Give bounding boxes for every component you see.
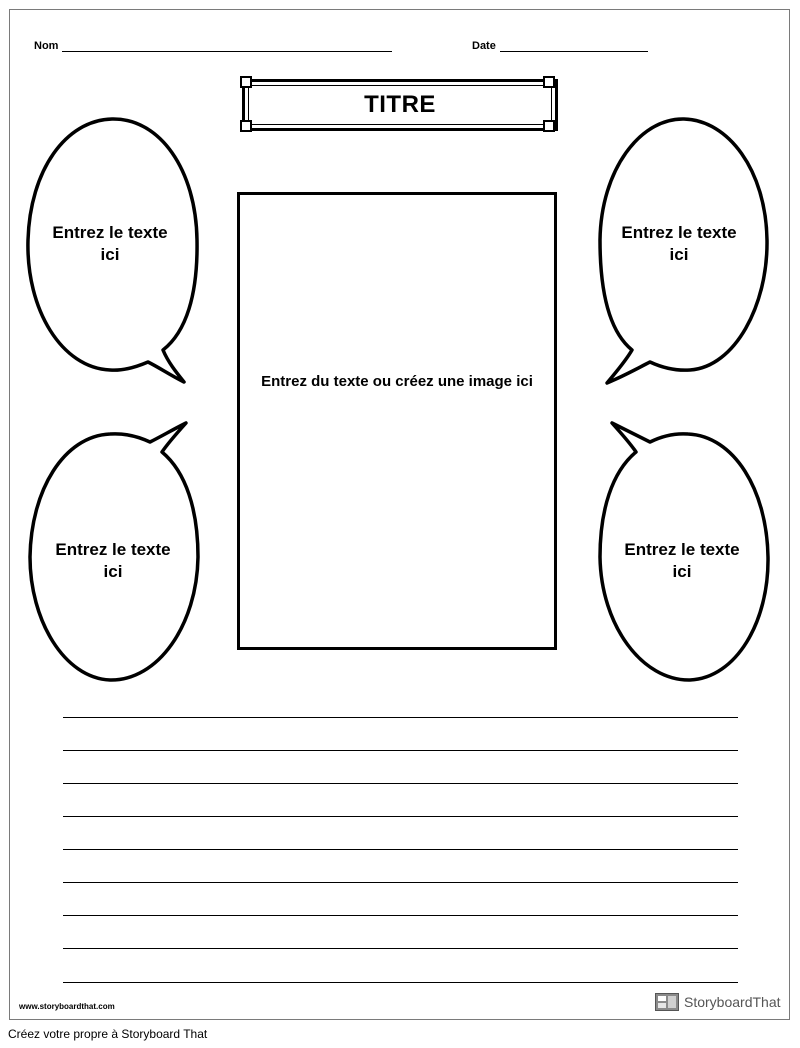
storyboard-logo-icon [655,993,679,1011]
date-label: Date [472,40,496,52]
title-text: TITRE [364,91,436,118]
center-box-text: Entrez du texte ou créez une image ici [261,373,533,390]
bubble-text-bottom-left[interactable]: Entrez le texte ici [55,540,171,581]
name-label: Nom [34,40,59,52]
bottom-caption[interactable]: Créez votre propre à Storyboard That [8,1027,208,1041]
bubble-text-top-left[interactable]: Entrez le texte ici [52,223,168,264]
writing-line[interactable] [63,948,738,949]
writing-line[interactable] [63,783,738,784]
bubble-text-bottom-right[interactable]: Entrez le texte ici [624,540,740,581]
writing-line[interactable] [63,717,738,718]
footer-url[interactable]: www.storyboardthat.com [19,1002,115,1011]
writing-line[interactable] [63,915,738,916]
writing-line[interactable] [63,849,738,850]
writing-line[interactable] [63,882,738,883]
storyboardthat-logo[interactable] [655,991,781,1013]
writing-line[interactable] [63,816,738,817]
logo-text: StoryboardThat [684,994,781,1010]
writing-line[interactable] [63,750,738,751]
writing-line[interactable] [63,982,738,983]
center-image-box[interactable] [237,192,557,650]
bubble-text-top-right[interactable]: Entrez le texte ici [621,223,737,264]
